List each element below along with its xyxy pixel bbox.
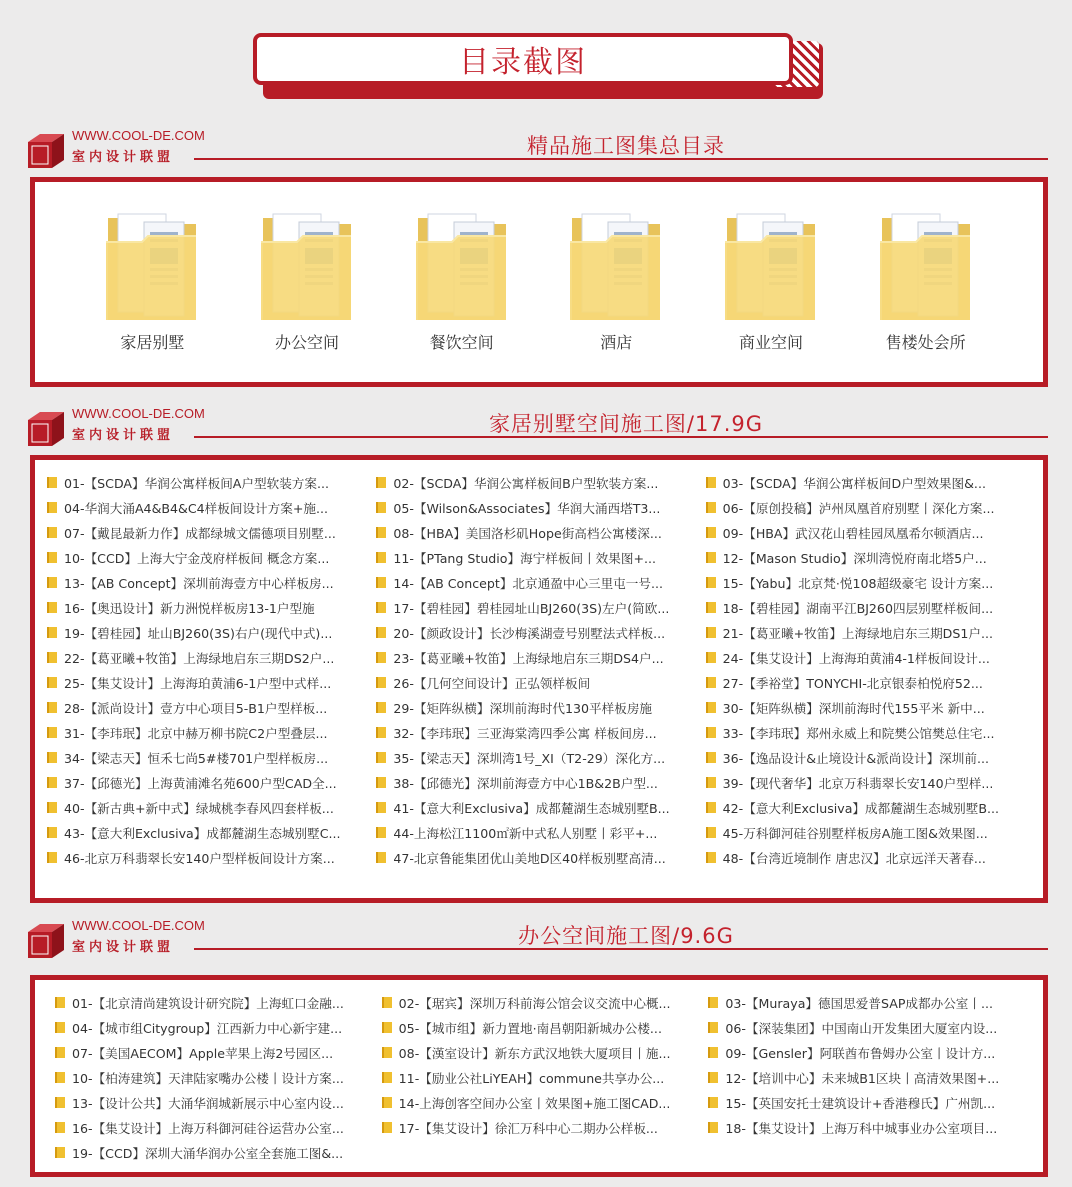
- bookmark-icon: [47, 702, 57, 713]
- bookmark-icon: [55, 1097, 65, 1108]
- list-item[interactable]: [376, 648, 705, 667]
- cube-logo-icon: [26, 132, 66, 170]
- list-item-label: 16-【集艾设计】上海万科御河硅谷运营办公室...: [72, 1121, 344, 1136]
- list-item[interactable]: [47, 723, 376, 742]
- folder-item[interactable]: [556, 208, 676, 353]
- list-item-label: 02-【SCDA】华润公寓样板间B户型软装方案...: [393, 476, 659, 491]
- bookmark-icon: [47, 552, 57, 563]
- list-item[interactable]: [382, 1093, 709, 1112]
- bookmark-icon: [706, 502, 716, 513]
- list-item-label: 41-【意大利Exclusiva】成都麓湖生态城别墅B...: [393, 801, 670, 816]
- list-item[interactable]: [706, 598, 1035, 617]
- bookmark-icon: [376, 827, 386, 838]
- list-item[interactable]: [382, 1018, 709, 1037]
- office-file-list-panel: [30, 975, 1048, 1177]
- list-item[interactable]: [382, 1068, 709, 1087]
- list-item-label: 35-【梁志天】深圳湾1号_XI（T2-29）深化方...: [393, 751, 666, 766]
- bookmark-icon: [382, 1047, 392, 1058]
- bookmark-icon: [706, 827, 716, 838]
- list-item-label: 34-【梁志天】恒禾七尚5#楼701户型样板房...: [64, 751, 329, 766]
- list-item-label: 26-【几何空间设计】正弘领样板间: [393, 676, 591, 691]
- list-row: [47, 745, 1035, 770]
- bookmark-icon: [55, 1122, 65, 1133]
- bookmark-icon: [376, 652, 386, 663]
- folder-item[interactable]: [247, 208, 367, 353]
- list-item[interactable]: [47, 523, 376, 542]
- list-item[interactable]: [708, 1068, 1035, 1087]
- list-item[interactable]: [706, 623, 1035, 642]
- bookmark-icon: [376, 627, 386, 638]
- list-row: [55, 1065, 1035, 1090]
- list-item[interactable]: [382, 1043, 709, 1062]
- bookmark-icon: [55, 1072, 65, 1083]
- bookmark-icon: [708, 1047, 718, 1058]
- bookmark-icon: [376, 677, 386, 688]
- logo: [24, 406, 204, 450]
- list-item[interactable]: [47, 798, 376, 817]
- list-row: [47, 620, 1035, 645]
- list-item-label: 12-【Mason Studio】深圳湾悦府南北塔5户...: [722, 551, 987, 566]
- list-item-label: 21-【葛亚曦+牧笛】上海绿地启东三期DS1户...: [722, 626, 993, 641]
- bookmark-icon: [47, 727, 57, 738]
- logo-name: 室内设计联盟: [72, 150, 175, 165]
- bookmark-icon: [376, 602, 386, 613]
- list-item-label: 08-【HBA】美国洛杉矶Hope街高档公寓楼深...: [393, 526, 662, 541]
- list-item[interactable]: [47, 698, 376, 717]
- list-item[interactable]: [376, 498, 705, 517]
- villa-file-list: [47, 470, 1035, 870]
- list-item[interactable]: [706, 548, 1035, 567]
- bookmark-icon: [55, 997, 65, 1008]
- list-item-label: 03-【Muraya】德国思爱普SAP成都办公室丨...: [725, 996, 993, 1011]
- section-title: 办公空间施工图/9.6G: [518, 924, 734, 948]
- list-item[interactable]: [376, 773, 705, 792]
- list-item-label: 03-【SCDA】华润公寓样板间D户型效果图&...: [722, 476, 986, 491]
- logo-name: 室内设计联盟: [72, 428, 175, 443]
- list-item[interactable]: [706, 573, 1035, 592]
- list-item[interactable]: [708, 1043, 1035, 1062]
- logo-url: WWW.COOL-DE.COM: [72, 128, 205, 143]
- bookmark-icon: [47, 827, 57, 838]
- list-row: [47, 520, 1035, 545]
- title-banner-box: [253, 33, 793, 85]
- list-item[interactable]: [47, 498, 376, 517]
- list-item-label: 36-【逸品设计&止境设计&派尚设计】深圳前...: [722, 751, 989, 766]
- list-item[interactable]: [55, 1143, 382, 1162]
- list-item[interactable]: [47, 848, 376, 867]
- list-item[interactable]: [706, 673, 1035, 692]
- list-item-label: 43-【意大利Exclusiva】成都麓湖生态城别墅C...: [64, 826, 341, 841]
- list-item-label: 05-【城市组】新力置地·南昌朝阳新城办公楼...: [398, 1021, 662, 1036]
- list-item[interactable]: [706, 748, 1035, 767]
- list-item-label: 20-【颜政设计】长沙梅溪湖壹号别墅法式样板...: [393, 626, 666, 641]
- list-item-label: 09-【Gensler】阿联酋布鲁姆办公室丨设计方...: [725, 1046, 996, 1061]
- bookmark-icon: [376, 577, 386, 588]
- cube-logo-icon: [26, 410, 66, 448]
- bookmark-icon: [382, 1122, 392, 1133]
- list-item-label: 27-【季裕堂】TONYCHI-北京银泰柏悦府52...: [722, 676, 983, 691]
- list-item[interactable]: [376, 798, 705, 817]
- bookmark-icon: [376, 777, 386, 788]
- list-item[interactable]: [376, 548, 705, 567]
- bookmark-icon: [376, 552, 386, 563]
- list-item-label: 05-【Wilson&Associates】华润大涌西塔T3...: [393, 501, 661, 516]
- folder-icon: [568, 208, 664, 326]
- bookmark-icon: [708, 997, 718, 1008]
- list-item[interactable]: [706, 723, 1035, 742]
- list-item[interactable]: [47, 648, 376, 667]
- list-item[interactable]: [376, 673, 705, 692]
- list-item-label: 39-【现代奢华】北京万科翡翠长安140户型样...: [722, 776, 994, 791]
- list-item[interactable]: [47, 548, 376, 567]
- folder-icon: [723, 208, 819, 326]
- list-item[interactable]: [382, 1118, 709, 1137]
- list-item[interactable]: [376, 823, 705, 842]
- bookmark-icon: [708, 1097, 718, 1108]
- bookmark-icon: [376, 477, 386, 488]
- list-row: [47, 845, 1035, 870]
- bookmark-icon: [382, 1022, 392, 1033]
- list-row: [47, 595, 1035, 620]
- list-item[interactable]: [55, 1093, 382, 1112]
- list-item[interactable]: [708, 1093, 1035, 1112]
- list-item-label: 06-【深装集团】中国南山开发集团大厦室内设...: [725, 1021, 998, 1036]
- section-title: 家居别墅空间施工图/17.9G: [488, 412, 764, 436]
- list-item-label: 44-上海松江1100㎡新中式私人别墅丨彩平+...: [393, 826, 658, 841]
- list-item[interactable]: [55, 1118, 382, 1137]
- bookmark-icon: [382, 1072, 392, 1083]
- folder-label: 餐饮空间: [429, 333, 494, 352]
- section-header-villa: [24, 406, 1048, 450]
- bookmark-icon: [47, 752, 57, 763]
- list-row: [47, 545, 1035, 570]
- bookmark-icon: [706, 602, 716, 613]
- list-item[interactable]: [376, 848, 705, 867]
- bookmark-icon: [47, 777, 57, 788]
- list-item[interactable]: [47, 748, 376, 767]
- list-item-label: 14-【AB Concept】北京通盈中心三里屯一号...: [393, 576, 663, 591]
- bookmark-icon: [47, 527, 57, 538]
- list-item[interactable]: [706, 523, 1035, 542]
- list-item-label: 18-【集艾设计】上海万科中城事业办公室项目...: [725, 1121, 998, 1136]
- bookmark-icon: [47, 577, 57, 588]
- page-title: 目录截图: [459, 45, 587, 80]
- list-item-label: 16-【奥迅设计】新力洲悦样板房13-1户型施: [64, 601, 315, 616]
- bookmark-icon: [706, 802, 716, 813]
- list-row: [47, 795, 1035, 820]
- list-item[interactable]: [47, 623, 376, 642]
- bookmark-icon: [47, 852, 57, 863]
- bookmark-icon: [706, 852, 716, 863]
- list-item[interactable]: [706, 798, 1035, 817]
- folder-item[interactable]: [402, 208, 522, 353]
- list-row: [55, 1140, 1035, 1165]
- list-item[interactable]: [376, 723, 705, 742]
- list-item-label: 28-【派尚设计】壹方中心项目5-B1户型样板...: [64, 701, 328, 716]
- list-item[interactable]: [706, 498, 1035, 517]
- list-item-label: 45-万科御河硅谷别墅样板房A施工图&效果图...: [722, 826, 988, 841]
- list-item-label: 42-【意大利Exclusiva】成都麓湖生态城别墅B...: [722, 801, 1000, 816]
- villa-file-list-panel: [30, 455, 1048, 903]
- bookmark-icon: [47, 627, 57, 638]
- catalog-folder-panel: [30, 177, 1048, 387]
- folder-item[interactable]: [711, 208, 831, 353]
- list-row: [47, 495, 1035, 520]
- list-item-label: 17-【集艾设计】徐汇万科中心二期办公样板...: [398, 1121, 658, 1136]
- bookmark-icon: [376, 702, 386, 713]
- folder-icon: [259, 208, 355, 326]
- list-item-label: 22-【葛亚曦+牧笛】上海绿地启东三期DS2户...: [64, 651, 335, 666]
- bookmark-icon: [706, 752, 716, 763]
- list-item-label: 47-北京鲁能集团优山美地D区40样板别墅高清...: [393, 851, 666, 866]
- list-item-label: 29-【矩阵纵横】深圳前海时代130平样板房施: [393, 701, 653, 716]
- list-row: [47, 820, 1035, 845]
- list-row: [55, 990, 1035, 1015]
- list-row: [55, 1015, 1035, 1040]
- bookmark-icon: [706, 727, 716, 738]
- list-row: [47, 670, 1035, 695]
- list-item-label: 46-北京万科翡翠长安140户型样板间设计方案...: [64, 851, 335, 866]
- list-row: [47, 770, 1035, 795]
- folder-icon: [104, 208, 200, 326]
- list-item-label: 15-【英国安托士建筑设计+香港穆氏】广州凯...: [725, 1096, 996, 1111]
- logo-url: WWW.COOL-DE.COM: [72, 406, 205, 421]
- list-item[interactable]: [708, 1118, 1035, 1137]
- bookmark-icon: [706, 777, 716, 788]
- list-item-label: 08-【漢室设计】新东方武汉地铁大厦项目丨施...: [398, 1046, 671, 1061]
- list-item-label: 38-【邱德光】深圳前海壹方中心1B&2B户型...: [393, 776, 658, 791]
- bookmark-icon: [706, 627, 716, 638]
- list-item-label: 19-【碧桂园】址山BJ260(3S)右户(现代中式)...: [64, 626, 333, 641]
- list-item[interactable]: [376, 573, 705, 592]
- list-item[interactable]: [47, 823, 376, 842]
- folder-label: 商业空间: [738, 333, 803, 352]
- list-item[interactable]: [376, 698, 705, 717]
- list-item-label: 17-【碧桂园】碧桂园址山BJ260(3S)左户(简欧...: [393, 601, 670, 616]
- list-item[interactable]: [47, 473, 376, 492]
- folder-grid: [35, 182, 1043, 353]
- list-item[interactable]: [55, 1018, 382, 1037]
- list-item-label: 40-【新古典+新中式】绿城桃李春风四套样板...: [64, 801, 334, 816]
- bookmark-icon: [376, 727, 386, 738]
- list-item-label: 01-【SCDA】华润公寓样板间A户型软装方案...: [64, 476, 329, 491]
- list-item[interactable]: [376, 473, 705, 492]
- list-item[interactable]: [706, 773, 1035, 792]
- section-header-catalog: [24, 128, 1048, 172]
- list-item-label: 11-【PTang Studio】海宁样板间丨效果图+...: [393, 551, 657, 566]
- list-item[interactable]: [706, 698, 1035, 717]
- bookmark-icon: [706, 652, 716, 663]
- bookmark-icon: [382, 1097, 392, 1108]
- list-row: [47, 720, 1035, 745]
- section-header-office: [24, 918, 1048, 962]
- bookmark-icon: [376, 752, 386, 763]
- list-item-label: 32-【李玮珉】三亚海棠湾四季公寓 样板间房...: [393, 726, 657, 741]
- list-item[interactable]: [376, 623, 705, 642]
- bookmark-icon: [382, 997, 392, 1008]
- title-banner: [253, 33, 823, 99]
- list-item-label: 04-华润大涌A4&B4&C4样板间设计方案+施...: [64, 501, 328, 516]
- list-row: [47, 570, 1035, 595]
- list-item-label: 02-【琚宾】深圳万科前海公馆会议交流中心概...: [398, 996, 671, 1011]
- list-row: [55, 1115, 1035, 1140]
- bookmark-icon: [47, 802, 57, 813]
- bookmark-icon: [55, 1147, 65, 1158]
- list-item-label: 19-【CCD】深圳大涌华润办公室全套施工图&...: [72, 1146, 344, 1161]
- folder-label: 办公空间: [274, 333, 339, 352]
- cube-logo-icon: [26, 922, 66, 960]
- folder-item[interactable]: [866, 208, 986, 353]
- list-item[interactable]: [376, 598, 705, 617]
- folder-icon: [414, 208, 510, 326]
- list-item-label: 30-【矩阵纵横】深圳前海时代155平米 新中...: [722, 701, 985, 716]
- list-row: [47, 695, 1035, 720]
- list-item-label: 33-【李玮珉】郑州永威上和院樊公馆樊总住宅...: [722, 726, 995, 741]
- bookmark-icon: [55, 1022, 65, 1033]
- bookmark-icon: [706, 552, 716, 563]
- bookmark-icon: [47, 677, 57, 688]
- list-item[interactable]: [47, 598, 376, 617]
- bookmark-icon: [376, 502, 386, 513]
- folder-icon: [878, 208, 974, 326]
- list-row: [55, 1040, 1035, 1065]
- bookmark-icon: [706, 477, 716, 488]
- list-item[interactable]: [706, 823, 1035, 842]
- list-item-label: 10-【CCD】上海大宁金茂府样板间 概念方案...: [64, 551, 330, 566]
- list-item[interactable]: [706, 648, 1035, 667]
- bookmark-icon: [706, 527, 716, 538]
- list-item[interactable]: [55, 1068, 382, 1087]
- list-item-label: 10-【柏涛建筑】天津陆家嘴办公楼丨设计方案...: [72, 1071, 344, 1086]
- list-item-label: 24-【集艾设计】上海海珀黄浦4-1样板间设计...: [722, 651, 990, 666]
- folder-label: 家居别墅: [120, 333, 185, 352]
- list-item-label: 25-【集艾设计】上海海珀黄浦6-1户型中式样...: [64, 676, 332, 691]
- list-item-label: 13-【设计公共】大涌华润城新展示中心室内设...: [72, 1096, 344, 1111]
- list-item-label: 18-【碧桂园】湖南平江BJ260四层别墅样板间...: [722, 601, 994, 616]
- bookmark-icon: [376, 527, 386, 538]
- bookmark-icon: [708, 1072, 718, 1083]
- bookmark-icon: [706, 577, 716, 588]
- bookmark-icon: [47, 502, 57, 513]
- list-item-label: 15-【Yabu】北京梵·悦108超级豪宅 设计方案...: [722, 576, 994, 591]
- list-item[interactable]: [708, 993, 1035, 1012]
- bookmark-icon: [47, 477, 57, 488]
- bookmark-icon: [55, 1047, 65, 1058]
- logo: [24, 918, 204, 962]
- logo-name: 室内设计联盟: [72, 940, 175, 955]
- office-file-list: [55, 990, 1035, 1165]
- folder-label: 酒店: [600, 333, 633, 352]
- bookmark-icon: [47, 652, 57, 663]
- bookmark-icon: [376, 802, 386, 813]
- list-item[interactable]: [376, 748, 705, 767]
- list-item[interactable]: [706, 473, 1035, 492]
- list-item-label: 12-【培训中心】未来城B1区块丨高清效果图+...: [725, 1071, 1000, 1086]
- list-item-label: 06-【原创投稿】泸州凤凰首府别墅丨深化方案...: [722, 501, 995, 516]
- list-item[interactable]: [47, 773, 376, 792]
- list-item-label: 48-【台湾近境制作 唐忠汉】北京远洋天著春...: [722, 851, 986, 866]
- list-item-label: 31-【李玮珉】北京中赫万柳书院C2户型叠层...: [64, 726, 328, 741]
- list-row: [47, 645, 1035, 670]
- list-item[interactable]: [55, 1043, 382, 1062]
- list-item[interactable]: [382, 993, 709, 1012]
- folder-item[interactable]: [92, 208, 212, 353]
- list-item[interactable]: [708, 1018, 1035, 1037]
- list-item-label: 01-【北京清尚建筑设计研究院】上海虹口金融...: [72, 996, 344, 1011]
- logo-url: WWW.COOL-DE.COM: [72, 918, 205, 933]
- list-row: [55, 1090, 1035, 1115]
- list-item[interactable]: [706, 848, 1035, 867]
- list-item-label: 09-【HBA】武汉花山碧桂园凤凰希尔顿酒店...: [722, 526, 984, 541]
- list-item-label: 14-上海创客空间办公室丨效果图+施工图CAD...: [398, 1096, 671, 1111]
- list-item[interactable]: [376, 523, 705, 542]
- folder-label: 售楼处会所: [885, 333, 966, 352]
- bookmark-icon: [47, 602, 57, 613]
- list-item[interactable]: [47, 573, 376, 592]
- list-item-label: 23-【葛亚曦+牧笛】上海绿地启东三期DS4户...: [393, 651, 664, 666]
- list-item[interactable]: [55, 993, 382, 1012]
- list-item-label: 11-【励业公社LiYEAH】commune共享办公...: [398, 1071, 665, 1086]
- bookmark-icon: [708, 1022, 718, 1033]
- bookmark-icon: [376, 852, 386, 863]
- list-item-label: 07-【美国AECOM】Apple苹果上海2号园区...: [72, 1046, 334, 1061]
- section-title: 精品施工图集总目录: [527, 134, 725, 158]
- logo: [24, 128, 204, 172]
- list-item-label: 04-【城市组Citygroup】江西新力中心新宇建...: [72, 1021, 343, 1036]
- list-item-label: 13-【AB Concept】深圳前海壹方中心样板房...: [64, 576, 334, 591]
- list-item[interactable]: [47, 673, 376, 692]
- bookmark-icon: [708, 1122, 718, 1133]
- bookmark-icon: [706, 702, 716, 713]
- list-row: [47, 470, 1035, 495]
- bookmark-icon: [706, 677, 716, 688]
- list-item-label: 37-【邱德光】上海黄浦滩名苑600户型CAD全...: [64, 776, 337, 791]
- list-item-label: 07-【戴昆最新力作】成都绿城文儒德项目别墅...: [64, 526, 336, 541]
